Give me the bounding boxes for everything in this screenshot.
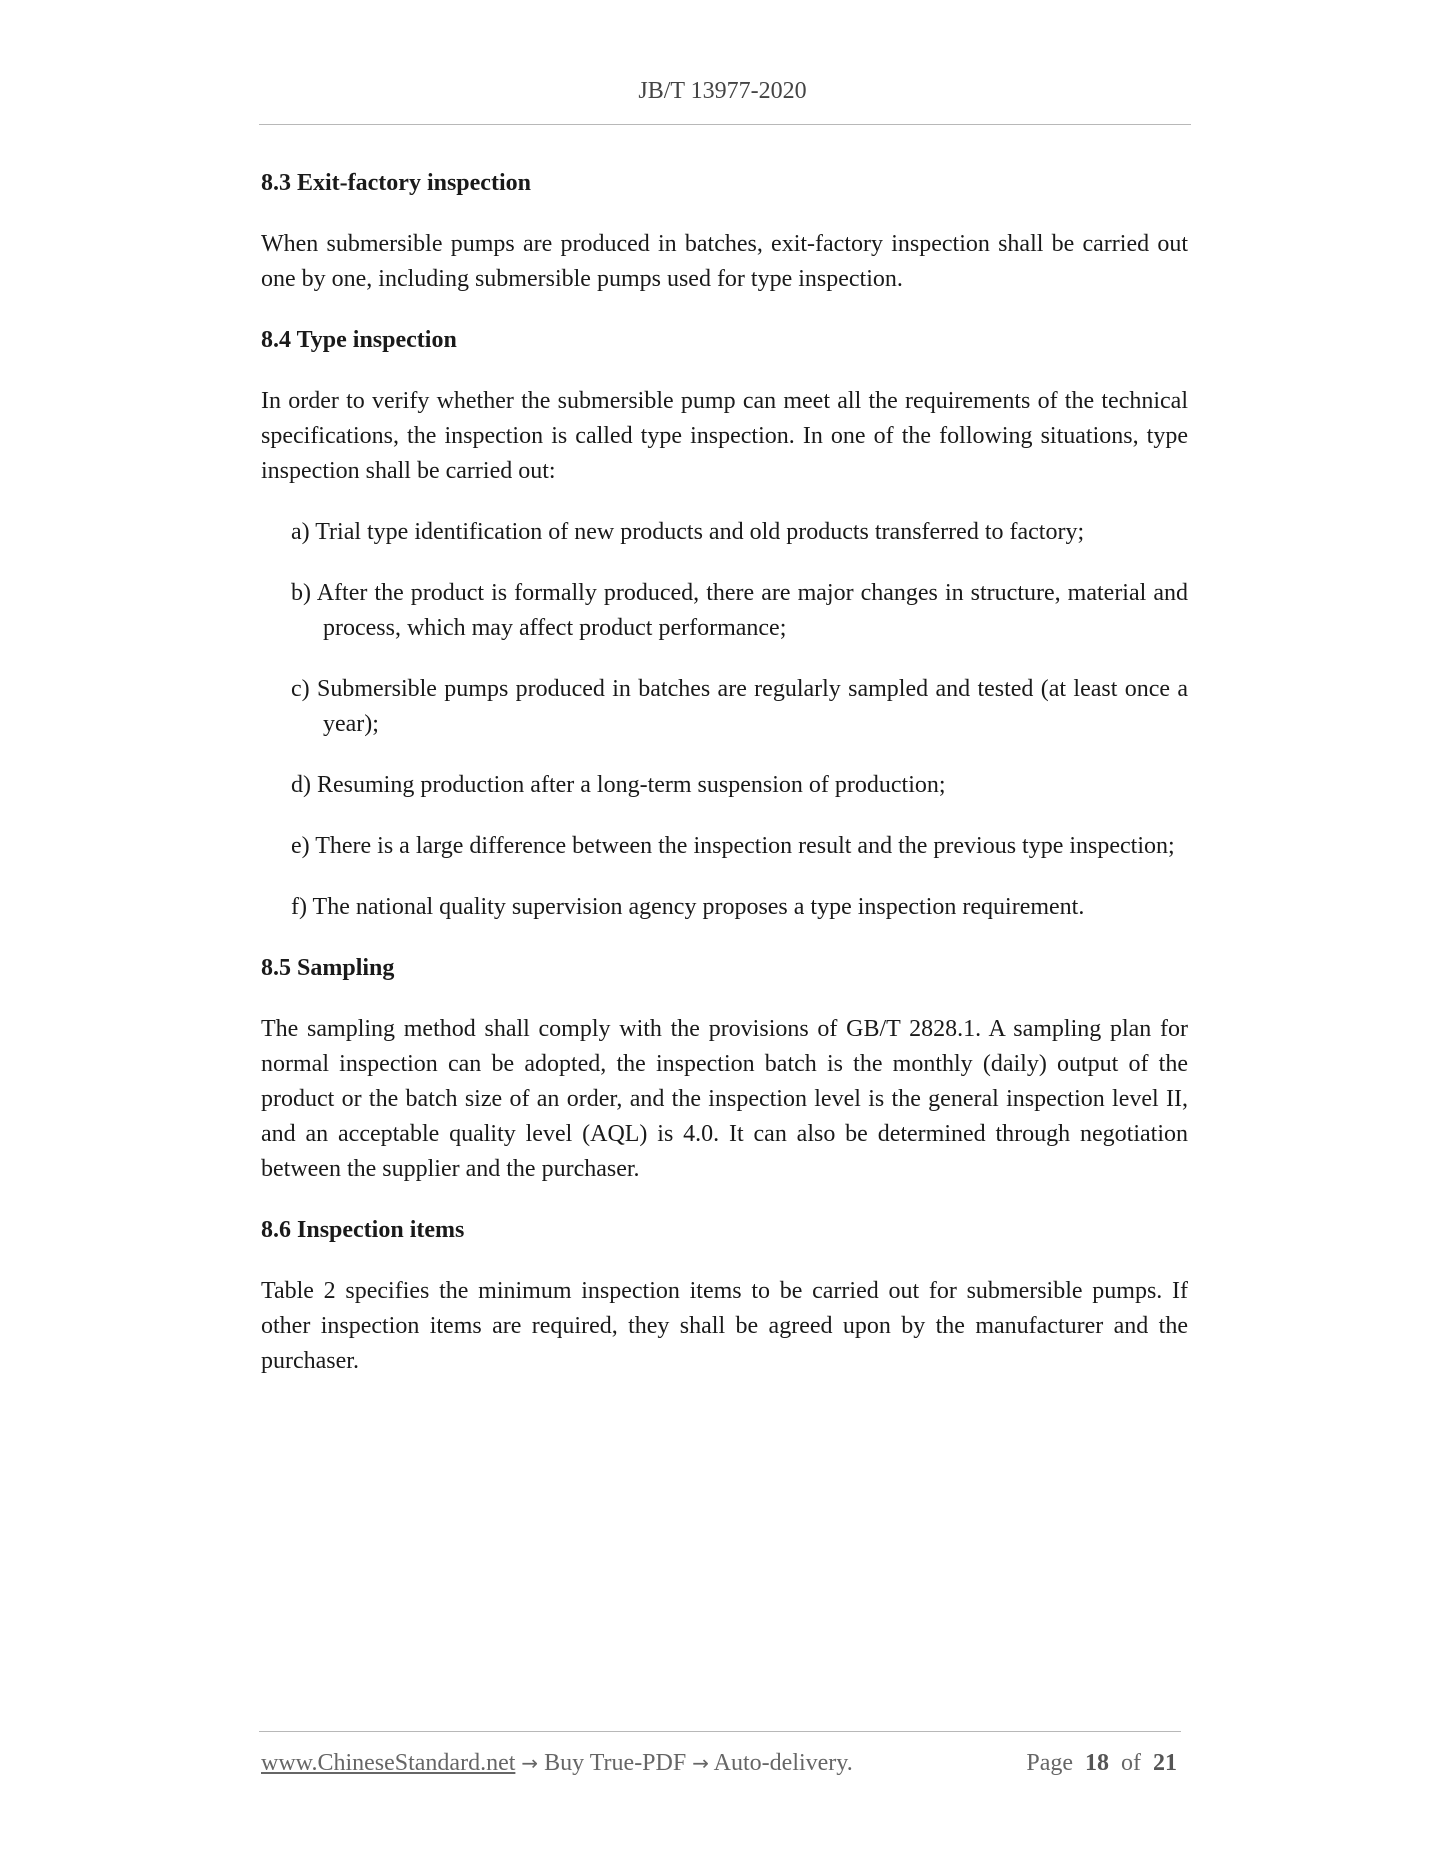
chinesestandard-link[interactable]: www.ChineseStandard.net [261,1750,516,1776]
buy-true-pdf-text: Buy True-PDF [544,1750,687,1776]
section-8-5-heading: 8.5 Sampling [261,955,395,981]
page-number [1026,1750,1177,1777]
section-8-6-paragraph: Table 2 specifies the minimum inspection items to be carried out for submersible pumps. If other inspection items are required, they shall be agreed upon by the manufacturer and the purchaser. [261,1278,1188,1374]
arrow-right-icon: → [521,1751,539,1775]
page-total: 21 [1153,1750,1177,1776]
list-item-a: a) Trial type identification of new products and old products transferred to factory; [291,519,1085,545]
section-8-3-heading: 8.3 Exit-factory inspection [261,170,531,196]
footer-divider [259,1731,1181,1732]
section-8-4-paragraph: In order to verify whether the submersible pump can meet all the requirements of the technical specifications, the inspection is called type inspection. In one of the following situations, type inspection shall be carried out: [261,388,1188,484]
section-8-5-paragraph: The sampling method shall comply with the provisions of GB/T 2828.1. A sampling plan for normal inspection can be adopted, the inspection batch is the monthly (daily) output of the product or the batch size of an order, and the inspection level is the general inspection level II, and an acceptable quality level (AQL) is 4.0. It can also be determined through negotiation between the supplier and the purchaser. [261,1016,1188,1182]
list-item-d: d) Resuming production after a long-term suspension of production; [291,772,946,798]
list-item-e: e) There is a large difference between the inspection result and the previous type inspection; [291,833,1175,859]
of-label: of [1121,1750,1141,1776]
document-body [261,166,1188,1405]
section-8-6-heading: 8.6 Inspection items [261,1217,465,1243]
page-label: Page [1026,1750,1073,1776]
arrow-right-icon: → [692,1751,709,1775]
list-item-b: b) After the product is formally produced, there are major changes in structure, material and process, which may affect product performance; [291,580,1188,641]
page-current: 18 [1085,1750,1109,1776]
header-divider [259,124,1191,125]
list-item-f: f) The national quality supervision agency proposes a type inspection requirement. [291,894,1085,920]
section-8-4-heading: 8.4 Type inspection [261,327,457,353]
auto-delivery-text: Auto-delivery. [713,1750,853,1776]
list-item-c: c) Submersible pumps produced in batches are regularly sampled and tested (at least once a year); [291,676,1188,737]
section-8-3-paragraph: When submersible pumps are produced in batches, exit-factory inspection shall be carried out one by one, including submersible pumps used for type inspection. [261,231,1188,292]
document-header-title: JB/T 13977-2020 [638,78,807,104]
footer-promo [261,1750,853,1777]
